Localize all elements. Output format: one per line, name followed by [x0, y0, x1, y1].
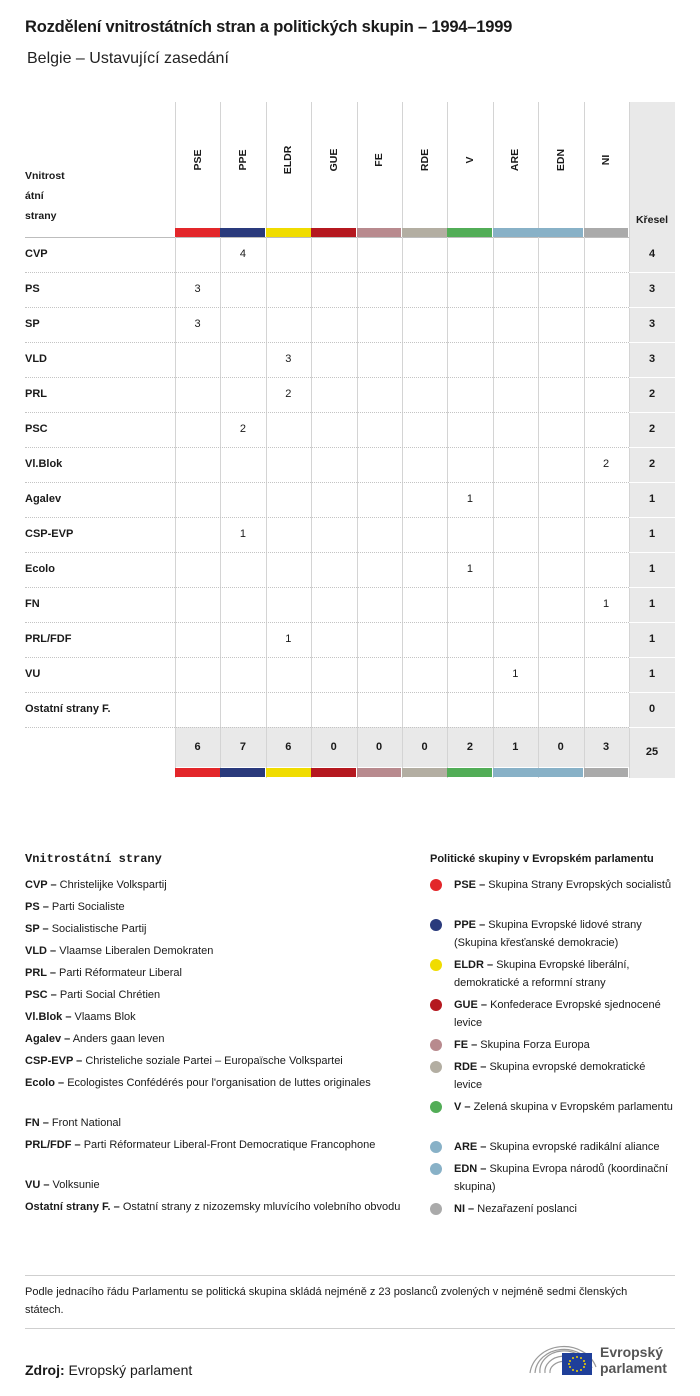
- legend-text: Christeliche soziale Partei – Europaïsche Volkspartei: [85, 1055, 343, 1067]
- party-legend-item: [25, 1136, 405, 1154]
- legend-abbr: CSP-EVP –: [25, 1055, 83, 1067]
- column-color-bar: [493, 768, 538, 777]
- legend-abbr: EDN –: [454, 1163, 487, 1175]
- legend-abbr: Agalev –: [25, 1033, 71, 1045]
- row-seats-total: 2: [648, 388, 656, 400]
- legend-abbr: GUE –: [454, 999, 488, 1011]
- logo-text: [600, 1344, 667, 1376]
- legend-abbr: V –: [454, 1101, 471, 1113]
- row-seats-total: 1: [648, 598, 656, 610]
- row-seats-total: 2: [648, 423, 656, 435]
- legend-abbr: RDE –: [454, 1061, 487, 1073]
- column-header-gue: [311, 148, 356, 172]
- column-header-label: V: [463, 156, 476, 164]
- column-header-label: ELDR: [282, 145, 295, 175]
- column-header-label: GUE: [327, 148, 340, 172]
- party-name: Ostatní strany F.: [25, 703, 111, 715]
- legend-text: Ostatní strany z nizozemsky mluvícího volebního obvodu: [122, 1201, 401, 1213]
- legend-text: Skupina Evropské liberální, demokratické a reformní strany: [454, 959, 630, 989]
- party-legend-item: [25, 964, 405, 982]
- party-legend-item: [25, 1030, 405, 1048]
- legend-abbr: FE –: [454, 1039, 478, 1051]
- table-cell: 2: [285, 388, 292, 400]
- legend-abbr: Ostatní strany F. –: [25, 1201, 120, 1213]
- legend-text: Skupina Evropa národů (koordinační skupina): [454, 1163, 669, 1193]
- column-total: 0: [557, 741, 564, 753]
- column-total: 2: [466, 741, 473, 753]
- column-header-label: FE: [373, 153, 386, 167]
- table-cell: 1: [285, 633, 292, 645]
- row-seats-total: 4: [648, 248, 656, 260]
- party-name: FN: [25, 598, 40, 610]
- column-color-bar: [538, 228, 583, 237]
- party-name: PS: [25, 283, 40, 295]
- logo-line: Evropský: [600, 1344, 664, 1360]
- party-name: VU: [25, 668, 41, 680]
- group-color-dot-icon: [430, 1039, 442, 1051]
- table-cell: 1: [466, 563, 473, 575]
- legend-text: Parti Socialiste: [51, 901, 125, 913]
- column-header-label: ARE: [509, 148, 522, 172]
- party-legend-title: Vnitrostátní strany: [25, 852, 162, 866]
- party-legend-item: [25, 942, 405, 960]
- party-legend-item: [25, 986, 405, 1004]
- column-color-bar: [447, 228, 492, 237]
- column-total: 0: [376, 741, 383, 753]
- group-color-dot-icon: [430, 1163, 442, 1175]
- legend-text: Anders gaan leven: [72, 1033, 165, 1045]
- legend-text: Parti Réformateur Liberal-Front Democratique Francophone: [83, 1139, 376, 1151]
- table-cell: 1: [512, 668, 519, 680]
- column-header-v: [447, 148, 492, 172]
- column-total: 0: [421, 741, 428, 753]
- column-total: 6: [285, 741, 292, 753]
- legend-text: Volksunie: [52, 1179, 100, 1191]
- column-total: 3: [603, 741, 610, 753]
- legend-text: Parti Réformateur Liberal: [59, 967, 182, 979]
- column-total: 7: [239, 741, 246, 753]
- legend-abbr: SP –: [25, 923, 49, 935]
- table-row: [25, 308, 675, 343]
- group-legend-title: Politické skupiny v Evropském parlamentu: [430, 853, 654, 865]
- party-legend-item: [25, 1052, 405, 1070]
- legend-text: Konfederace Evropské sjednocené levice: [454, 999, 661, 1029]
- column-header-label: RDE: [418, 148, 431, 172]
- column-color-bar: [493, 228, 538, 237]
- group-color-dot-icon: [430, 959, 442, 971]
- row-seats-total: 3: [648, 283, 656, 295]
- column-color-bar: [311, 768, 356, 777]
- table-row: [25, 623, 675, 658]
- row-seats-total: 1: [648, 493, 656, 505]
- table-row: [25, 553, 675, 588]
- column-color-bar: [175, 768, 220, 777]
- group-legend-item: [454, 1160, 676, 1196]
- group-color-dot-icon: [430, 1101, 442, 1113]
- legend-text: Zelená skupina v Evropském parlamentu: [473, 1101, 673, 1113]
- table-row: [25, 518, 675, 553]
- group-legend-item: [454, 1058, 676, 1094]
- column-header-label: NI: [600, 154, 613, 166]
- row-seats-total: 1: [648, 633, 656, 645]
- group-legend-item: [454, 1036, 676, 1054]
- legend-text: Skupina evropské radikální aliance: [489, 1141, 660, 1153]
- legend-text: Socialistische Partij: [51, 923, 147, 935]
- table-cell: 1: [466, 493, 473, 505]
- grand-total: 25: [645, 746, 659, 758]
- table-row: [25, 378, 675, 413]
- row-header-label: [25, 166, 85, 226]
- row-seats-total: 3: [648, 318, 656, 330]
- group-legend-item: [454, 1138, 676, 1156]
- row-separator: [629, 727, 675, 728]
- group-legend-item: [454, 916, 676, 952]
- party-name: CSP-EVP: [25, 528, 74, 540]
- seats-header: Křesel: [635, 214, 669, 226]
- party-legend-item: [25, 876, 405, 894]
- legend-abbr: Ecolo –: [25, 1077, 65, 1089]
- legend-text: Skupina Strany Evropských socialistů: [488, 879, 672, 891]
- group-color-dot-icon: [430, 879, 442, 891]
- row-separator: [25, 727, 629, 728]
- row-seats-total: 2: [648, 458, 656, 470]
- legend-abbr: ELDR –: [454, 959, 494, 971]
- legend-abbr: FN –: [25, 1117, 49, 1129]
- party-name: SP: [25, 318, 40, 330]
- table-row: [25, 238, 675, 273]
- table-cell: 1: [239, 528, 246, 540]
- party-legend-item: [25, 1176, 405, 1194]
- table-cell: 2: [603, 458, 610, 470]
- column-color-bar: [584, 228, 629, 237]
- column-header-label: PPE: [236, 149, 249, 171]
- table-row: [25, 693, 675, 728]
- row-seats-total: 1: [648, 668, 656, 680]
- chart-subtitle: Belgie – Ustavující zasedání: [27, 50, 229, 67]
- source-text: Evropský parlament: [68, 1362, 193, 1378]
- logo-line: parlament: [600, 1360, 667, 1376]
- column-color-bar: [175, 228, 220, 237]
- legend-text: Parti Social Chrétien: [59, 989, 161, 1001]
- group-legend-item: [454, 876, 676, 894]
- column-header-label: EDN: [554, 148, 567, 172]
- legend-abbr: Vl.Blok –: [25, 1011, 72, 1023]
- party-name: CVP: [25, 248, 48, 260]
- column-color-bar: [402, 768, 447, 777]
- legend-abbr: PSE –: [454, 879, 486, 891]
- legend-text: Vlaams Blok: [74, 1011, 136, 1023]
- column-total: 6: [194, 741, 201, 753]
- party-name: PRL/FDF: [25, 633, 72, 645]
- legend-abbr: NI –: [454, 1203, 475, 1215]
- column-header-ppe: [220, 148, 265, 172]
- party-name: VLD: [25, 353, 47, 365]
- column-header-rde: [402, 148, 447, 172]
- column-color-bar: [357, 768, 402, 777]
- legend-abbr: PPE –: [454, 919, 486, 931]
- group-legend-item: [454, 1200, 676, 1218]
- row-header-line: strany: [25, 210, 57, 222]
- column-color-bar: [538, 768, 583, 777]
- column-color-bar: [266, 228, 311, 237]
- table-cell: 1: [603, 598, 610, 610]
- column-header-fe: [357, 148, 402, 172]
- party-legend-item: [25, 1114, 405, 1132]
- column-color-bar: [447, 768, 492, 777]
- group-legend-item: [454, 1098, 676, 1116]
- chart-title: Rozdělení vnitrostátních stran a politických skupin – 1994–1999: [25, 18, 513, 36]
- legend-abbr: PS –: [25, 901, 49, 913]
- party-name: Ecolo: [25, 563, 55, 575]
- footnote: Podle jednacího řádu Parlamentu se politická skupina skládá nejméně z 23 poslanců zvolených v nejméně sedmi členských státech.: [25, 1286, 628, 1316]
- table-cell: 2: [239, 423, 246, 435]
- column-header-label: PSE: [191, 149, 204, 171]
- group-legend-item: [454, 956, 676, 992]
- column-header-eldr: [266, 145, 311, 175]
- column-total: 1: [512, 741, 519, 753]
- legend-text: Skupina evropské demokratické levice: [454, 1061, 646, 1091]
- table-cell: 4: [239, 248, 246, 260]
- row-seats-total: 1: [648, 563, 656, 575]
- column-color-bar: [266, 768, 311, 777]
- legend-text: Vlaamse Liberalen Demokraten: [59, 945, 214, 957]
- legend-abbr: CVP –: [25, 879, 57, 891]
- party-legend-item: [25, 1198, 405, 1216]
- column-color-bar: [402, 228, 447, 237]
- source-label: Zdroj:: [25, 1362, 65, 1378]
- legend-abbr: PRL/FDF –: [25, 1139, 81, 1151]
- party-legend-item: [25, 920, 405, 938]
- column-header-are: [493, 148, 538, 172]
- table-cell: 3: [285, 353, 292, 365]
- legend-text: Skupina Evropské lidové strany (Skupina křesťanské demokracie): [454, 919, 642, 949]
- column-color-bar: [357, 228, 402, 237]
- row-seats-total: 0: [648, 703, 656, 715]
- table-row: [25, 483, 675, 518]
- column-total: 0: [330, 741, 337, 753]
- table-cell: 3: [194, 318, 201, 330]
- party-legend-item: [25, 898, 405, 916]
- legend-abbr: ARE –: [454, 1141, 487, 1153]
- legend-abbr: VU –: [25, 1179, 50, 1191]
- party-name: Vl.Blok: [25, 458, 63, 470]
- column-header-pse: [175, 148, 220, 172]
- legend-text: Christelijke Volkspartij: [59, 879, 167, 891]
- party-legend-item: [25, 1074, 405, 1092]
- table-row: [25, 588, 675, 623]
- table-row: [25, 273, 675, 308]
- party-legend-item: [25, 1008, 405, 1026]
- column-color-bar: [220, 768, 265, 777]
- party-name: PRL: [25, 388, 47, 400]
- row-header-line: átní: [25, 190, 44, 202]
- table-row: [25, 343, 675, 378]
- group-legend-item: [454, 996, 676, 1032]
- row-seats-total: 1: [648, 528, 656, 540]
- legend-abbr: VLD –: [25, 945, 57, 957]
- table-row: [25, 658, 675, 693]
- table-row: [25, 413, 675, 448]
- divider: [25, 1275, 675, 1276]
- source-line: [25, 1362, 192, 1378]
- legend-text: Skupina Forza Europa: [480, 1039, 590, 1051]
- column-color-bar: [584, 768, 629, 777]
- column-header-edn: [538, 148, 583, 172]
- legend-text: Nezařazení poslanci: [477, 1203, 577, 1215]
- column-color-bar: [220, 228, 265, 237]
- column-color-bar: [311, 228, 356, 237]
- table-cell: 3: [194, 283, 201, 295]
- row-header-line: Vnitrost: [25, 170, 65, 182]
- group-color-dot-icon: [430, 919, 442, 931]
- legend-abbr: PSC –: [25, 989, 57, 1001]
- party-name: Agalev: [25, 493, 62, 505]
- group-color-dot-icon: [430, 1061, 442, 1073]
- column-header-ni: [584, 148, 629, 172]
- party-name: PSC: [25, 423, 48, 435]
- legend-text: Ecologistes Confédérés pour l'organisation de luttes originales: [67, 1077, 371, 1089]
- legend-text: Front National: [51, 1117, 121, 1129]
- table-row: [25, 448, 675, 483]
- row-seats-total: 3: [648, 353, 656, 365]
- legend-abbr: PRL –: [25, 967, 56, 979]
- group-color-dot-icon: [430, 1203, 442, 1215]
- group-color-dot-icon: [430, 999, 442, 1011]
- group-color-dot-icon: [430, 1141, 442, 1153]
- divider: [25, 1328, 675, 1329]
